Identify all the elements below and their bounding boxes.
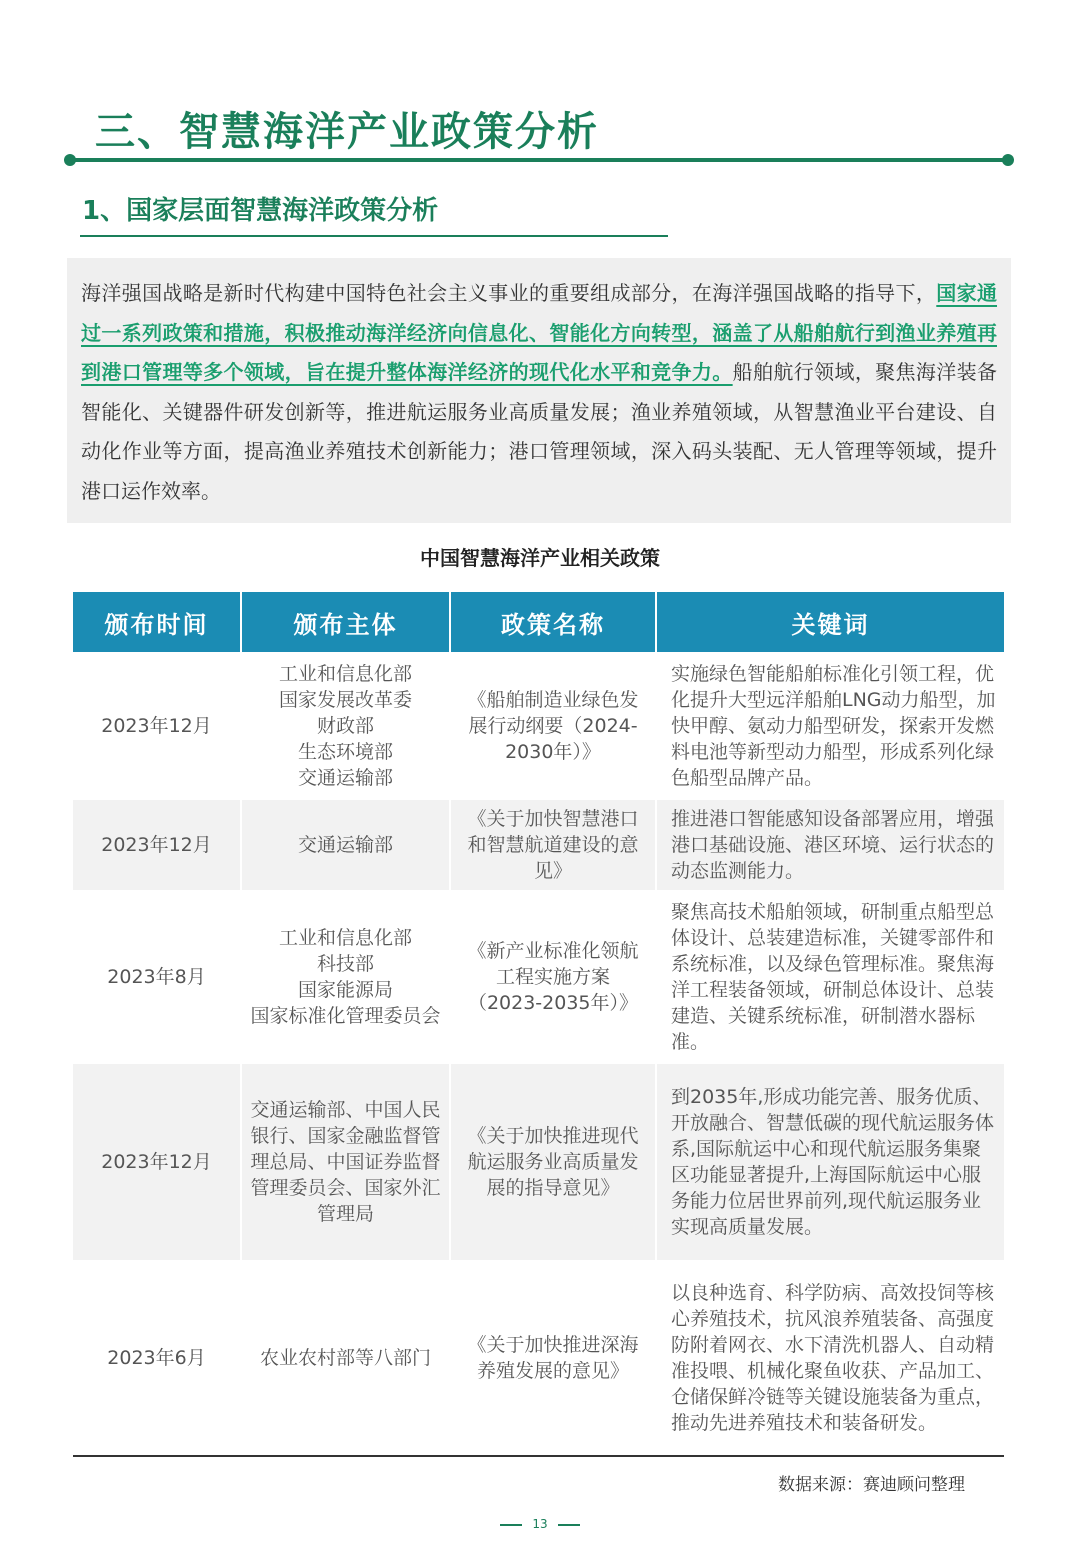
cell-keywords: 到2035年,形成功能完善、服务优质、开放融合、智慧低碳的现代航运服务体系,国际航运中心和现代航运服务集聚区功能显著提升,上海国际航运中心服务能力位居世界前列,现代航运服务业实现高质量发展。 bbox=[656, 1064, 1004, 1260]
intro-text-after: 船舶航行领域，聚焦海洋装备智能化、关键器件研发创新等，推进航运服务业高质量发展；渔业养殖领域，从智慧渔业平台建设、自动化作业等方面，提高渔业养殖技术创新能力；港口管理领域，深入码头装配、无人管理等领域，提升港口运作效率。 bbox=[81, 360, 998, 503]
page-dash-left bbox=[500, 1524, 522, 1526]
header-keywords: 关键词 bbox=[656, 592, 1004, 652]
cell-policy: 《关于加快推进深海养殖发展的意见》 bbox=[450, 1260, 656, 1456]
table-header-row bbox=[73, 592, 1004, 652]
table-row bbox=[73, 1260, 1004, 1456]
cell-issuer bbox=[241, 652, 450, 800]
chapter-title: 三、智慧海洋产业政策分析 bbox=[95, 109, 599, 155]
cell-issuer bbox=[241, 1260, 450, 1456]
header-issuer: 颁布主体 bbox=[241, 592, 450, 652]
issuer-line: 工业和信息化部 bbox=[278, 927, 412, 949]
page-dash-right bbox=[558, 1524, 580, 1526]
issuer-line: 科技部 bbox=[316, 953, 374, 975]
issuer-line: 国家标准化管理委员会 bbox=[250, 1005, 441, 1027]
page-number: 13 bbox=[532, 1517, 548, 1531]
issuer-line: 财政部 bbox=[316, 715, 374, 737]
cell-policy: 《关于加快推进现代航运服务业高质量发展的指导意见》 bbox=[450, 1064, 656, 1260]
cell-policy: 《新产业标准化领航工程实施方案（2023-2035年）》 bbox=[450, 890, 656, 1064]
cell-policy: 《船舶制造业绿色发展行动纲要（2024-2030年）》 bbox=[450, 652, 656, 800]
cell-date: 2023年12月 bbox=[73, 1064, 241, 1260]
table-row bbox=[73, 800, 1004, 890]
cell-keywords: 以良种选育、科学防病、高效投饲等核心养殖技术，抗风浪养殖装备、高强度防附着网衣、水下清洗机器人、自动精准投喂、机械化聚鱼收获、产品加工、仓储保鲜冷链等关键设施装备为重点，推动先进养殖技术和装备研发。 bbox=[656, 1260, 1004, 1456]
cell-date: 2023年6月 bbox=[73, 1260, 241, 1456]
section-title: 1、国家层面智慧海洋政策分析 bbox=[82, 196, 439, 226]
issuer-line: 农业农村部等八部门 bbox=[259, 1346, 431, 1369]
chapter-rule bbox=[70, 158, 1008, 162]
issuer-line: 国家发展改革委 bbox=[278, 689, 412, 711]
header-date: 颁布时间 bbox=[73, 592, 241, 652]
cell-date: 2023年8月 bbox=[73, 890, 241, 1064]
table-caption: 中国智慧海洋产业相关政策 bbox=[420, 546, 660, 570]
intro-paragraph bbox=[81, 274, 997, 511]
cell-date: 2023年12月 bbox=[73, 652, 241, 800]
cell-issuer bbox=[241, 1064, 450, 1260]
cell-keywords: 聚焦高技术船舶领域，研制重点船型总体设计、总装建造标准，关键零部件和系统标准，以及绿色管理标准。聚焦海洋工程装备领域，研制总体设计、总装建造、关键系统标准，研制潜水器标准。 bbox=[656, 890, 1004, 1064]
policy-table bbox=[73, 592, 1004, 1457]
header-policy: 政策名称 bbox=[450, 592, 656, 652]
cell-date: 2023年12月 bbox=[73, 800, 241, 890]
issuer-line: 交通运输部、中国人民银行、国家金融监督管理总局、中国证券监督管理委员会、国家外汇管理局 bbox=[250, 1099, 441, 1225]
table-row bbox=[73, 890, 1004, 1064]
cell-keywords: 实施绿色智能船舶标准化引领工程，优化提升大型远洋船舶LNG动力船型，加快甲醇、氨动力船型研发，探索开发燃料电池等新型动力船型，形成系列化绿色船型品牌产品。 bbox=[656, 652, 1004, 800]
issuer-line: 国家能源局 bbox=[297, 979, 393, 1001]
table-row bbox=[73, 1064, 1004, 1260]
issuer-line: 交通运输部 bbox=[297, 834, 393, 856]
intro-box bbox=[67, 258, 1011, 523]
page-number-footer bbox=[0, 1517, 1080, 1531]
issuer-line: 交通运输部 bbox=[297, 767, 393, 789]
cell-policy: 《关于加快智慧港口和智慧航道建设的意见》 bbox=[450, 800, 656, 890]
section-rule bbox=[80, 235, 668, 237]
intro-text-before: 海洋强国战略是新时代构建中国特色社会主义事业的重要组成部分，在海洋强国战略的指导下， bbox=[81, 281, 937, 305]
data-source: 数据来源：赛迪顾问整理 bbox=[778, 1475, 965, 1495]
cell-keywords: 推进港口智能感知设备部署应用，增强港口基础设施、港区环境、运行状态的动态监测能力。 bbox=[656, 800, 1004, 890]
issuer-line: 工业和信息化部 bbox=[278, 663, 412, 685]
rule-dot-left bbox=[64, 154, 76, 166]
cell-issuer bbox=[241, 890, 450, 1064]
issuer-line: 生态环境部 bbox=[297, 741, 393, 763]
table-row bbox=[73, 652, 1004, 800]
cell-issuer bbox=[241, 800, 450, 890]
rule-dot-right bbox=[1002, 154, 1014, 166]
intro-highlight: 国家通过一系列政策和措施，积极推动海洋经济向信息化、智能化方向转型，涵盖了从船舶航行到渔业养殖再到港口管理等多个领域，旨在提升整体海洋经济的现代化水平和竞争力。 bbox=[81, 281, 998, 384]
